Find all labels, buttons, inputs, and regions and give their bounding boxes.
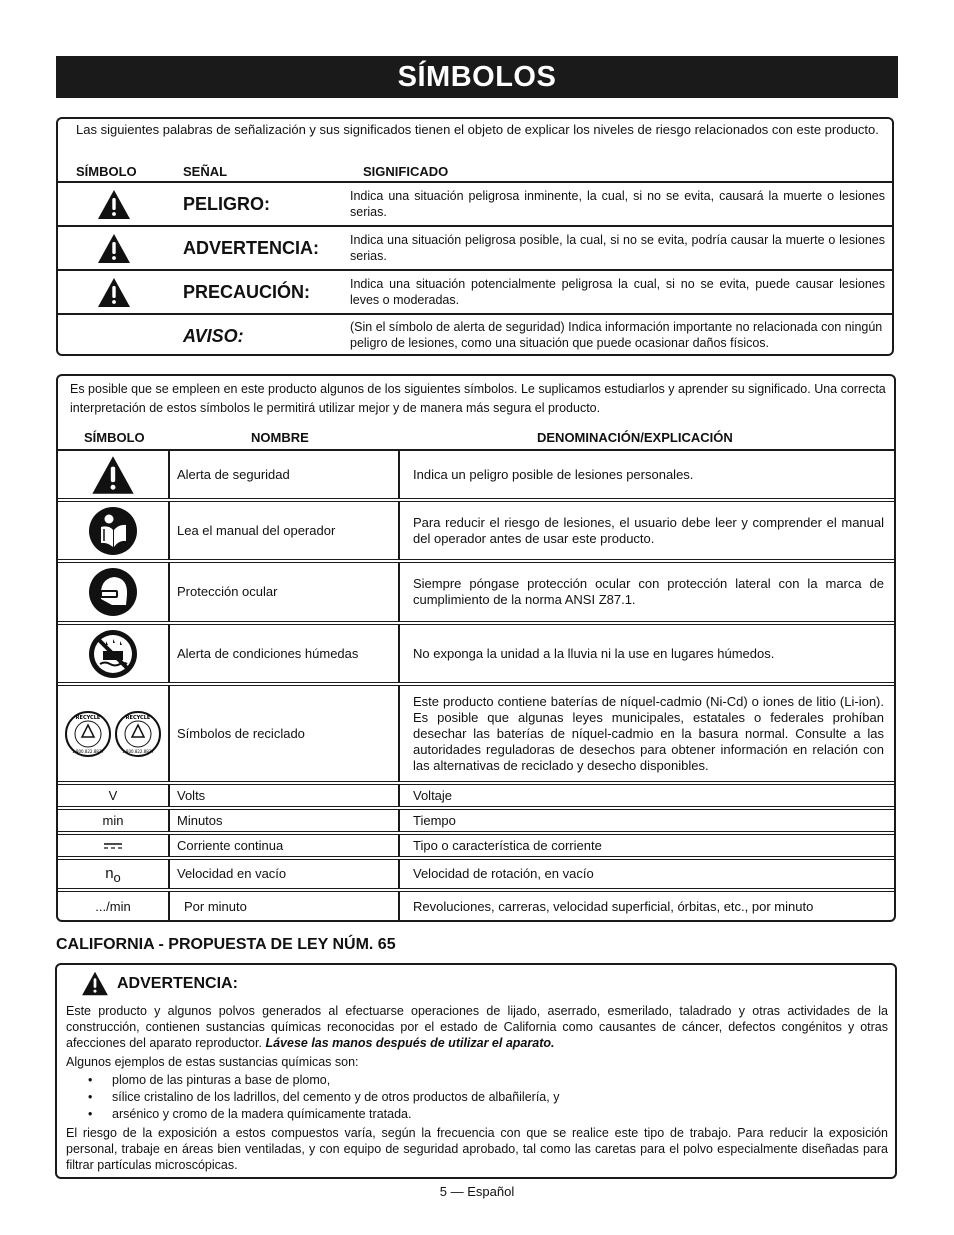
signal-word: AVISO:	[183, 326, 244, 346]
symbol-explanation: Siempre póngase protección ocular con protección lateral con la marca de cumplimiento de la norma ANSI Z87.1.	[398, 563, 896, 621]
symbol-explanation: No exponga la unidad a la lluvia ni la use en lugares húmedos.	[398, 625, 896, 682]
symbol-name: Minutos	[168, 810, 398, 832]
symbol-explanation: Voltaje	[398, 785, 896, 807]
header-symbol: SÍMBOLO	[76, 164, 137, 179]
signal-meaning: Indica una situación peligrosa posible, la cual, si no se evita, podría causar la muerte o lesiones serias.	[350, 233, 885, 263]
symbol-row	[58, 835, 896, 857]
warning-triangle-icon	[58, 183, 169, 225]
svg-text:1.800.822.8837: 1.800.822.8837	[122, 748, 154, 754]
chemical-list	[66, 1072, 888, 1123]
symbol-row	[58, 810, 896, 832]
signal-words-box	[56, 117, 894, 356]
symbols-box	[56, 374, 896, 922]
page-footer: 5 — Español	[439, 1184, 515, 1199]
recycle-seal-ni-cd	[65, 711, 111, 757]
symbol-name: Protección ocular	[168, 563, 398, 621]
no-load-speed-symbol: n o	[105, 865, 121, 885]
california-body	[66, 1003, 888, 1173]
symbol-row	[58, 502, 896, 559]
symbol-explanation: Velocidad de rotación, en vacío	[398, 860, 896, 888]
symbol-explanation: Revoluciones, carreras, velocidad superficial, órbitas, etc., por minuto	[398, 892, 896, 922]
list-item: • arsénico y cromo de la madera químicamente tratada.	[88, 1107, 412, 1121]
svg-text:1.800.822.8837: 1.800.822.8837	[72, 748, 104, 754]
svg-text:RECYCLE: RECYCLE	[125, 714, 151, 721]
symbol-name: Velocidad en vacío	[168, 860, 398, 888]
symbol-explanation: Tipo o característica de corriente	[398, 835, 896, 857]
signal-intro: Las siguientes palabras de señalización y sus significados tienen el objeto de explicar los niveles de riesgo relacionados con este producto.	[76, 122, 879, 137]
symbol-row	[58, 686, 896, 781]
symbol-explanation: Este producto contiene baterías de níquel-cadmio (Ni-Cd) o iones de litio (Li-ion). Es posible que algunas leyes municipales, estatales o federales prohíban desechar las baterías de níquel-cadmio en la basura normal. Consulte a las autoridades reguladoras de desechos para obtener información en relación con las alternativas de reciclado y desecho disponibles.	[398, 686, 896, 781]
signal-row-notice	[58, 313, 894, 356]
symbol-name: Corriente continua	[168, 835, 398, 857]
symbol-row	[58, 860, 896, 888]
symbol-text: min	[102, 813, 124, 828]
safety-alert-icon	[58, 451, 168, 499]
signal-row-danger	[58, 181, 894, 225]
direct-current-icon	[58, 835, 168, 857]
symbol-row	[58, 625, 896, 682]
recycle-icon	[58, 686, 168, 781]
signal-meaning: Indica una situación peligrosa inminente, la cual, si no se evita, causará la muerte o lesiones serias.	[350, 189, 885, 219]
symbol-name: Por minuto	[168, 892, 398, 922]
eye-protection-icon	[58, 563, 168, 621]
symbol-name: Alerta de seguridad	[168, 451, 398, 499]
page-title: SÍMBOLOS	[56, 56, 898, 98]
california-box	[55, 963, 897, 1179]
header-signal: SEÑAL	[183, 164, 228, 179]
signal-word: PELIGRO:	[183, 194, 271, 214]
symbol-text: .../min	[95, 899, 131, 914]
warning-triangle-icon	[81, 971, 109, 996]
warning-triangle-icon	[58, 271, 169, 313]
symbol-explanation: Para reducir el riesgo de lesiones, el usuario debe leer y comprender el manual del operador antes de usar este producto.	[398, 502, 896, 559]
header-meaning: SIGNIFICADO	[363, 164, 449, 179]
signal-word: ADVERTENCIA:	[183, 238, 320, 258]
symbol-explanation: Tiempo	[398, 810, 896, 832]
wet-conditions-icon	[58, 625, 168, 682]
read-manual-icon	[58, 502, 168, 559]
symbols-intro: Es posible que se empleen en este producto algunos de los siguientes símbolos. Le suplicamos estudiarlos y aprender su significado. Una correcta interpretación de estos símbolos le permitirá utilizar mejor y de manera más segura el producto.	[70, 382, 886, 415]
signal-row-warning	[58, 225, 894, 269]
warning-label: ADVERTENCIA:	[117, 974, 238, 992]
warning-triangle-icon	[58, 227, 169, 269]
signal-word: PRECAUCIÓN:	[183, 282, 311, 302]
symbol-row	[58, 563, 896, 621]
list-item: • plomo de las pinturas a base de plomo,	[88, 1073, 331, 1087]
header-explanation: DENOMINACIÓN/EXPLICACIÓN	[537, 430, 733, 445]
signal-meaning: Indica una situación potencialmente peligrosa la cual, si no se evita, puede causar lesiones leves o moderadas.	[350, 277, 885, 307]
header-name: NOMBRE	[251, 430, 309, 445]
symbol-row	[58, 785, 896, 807]
warning-header	[81, 971, 238, 996]
symbol-explanation: Indica un peligro posible de lesiones personales.	[398, 451, 896, 499]
symbol-name: Alerta de condiciones húmedas	[168, 625, 398, 682]
symbol-name: Símbolos de reciclado	[168, 686, 398, 781]
california-para1: Este producto y algunos polvos generados al efectuarse operaciones de lijado, aserrado, esmerilado, taladrado y otras actividades de la construcción, contienen sustancias químicas reconocidas por el estado de California como causantes de cáncer, defectos congénitos y otras afecciones del aparato reproductor. Lávese las manos después de utilizar el aparato.	[66, 1004, 888, 1050]
symbol-row	[58, 451, 896, 499]
symbol-text: V	[108, 788, 118, 803]
symbol-row	[58, 892, 896, 922]
symbol-name: Volts	[168, 785, 398, 807]
california-title: CALIFORNIA - PROPUESTA DE LEY NÚM. 65	[56, 936, 396, 953]
california-para2: Algunos ejemplos de estas sustancias químicas son:	[66, 1055, 359, 1069]
header-symbol: SÍMBOLO	[84, 430, 145, 445]
symbol-name: Lea el manual del operador	[168, 502, 398, 559]
svg-text:RECYCLE: RECYCLE	[75, 714, 101, 721]
recycle-seal-li-ion	[115, 711, 161, 757]
signal-meaning: (Sin el símbolo de alerta de seguridad) Indica información importante no relacionada con ningún peligro de lesiones, como una situación que puede ocasionar daños físicos.	[350, 320, 883, 350]
signal-row-caution	[58, 269, 894, 313]
california-para3: El riesgo de la exposición a estos compuestos varía, según la frecuencia con que se realice este tipo de trabajo. Para reducir la exposición personal, trabaje en áreas bien ventiladas, y con equipo de seguridad aprobado, tal como las caretas para el polvo especialmente diseñadas para filtrar partículas microscópicas.	[66, 1126, 888, 1172]
list-item: • sílice cristalino de los ladrillos, del cemento y de otros productos de albañilería, y	[88, 1090, 560, 1104]
